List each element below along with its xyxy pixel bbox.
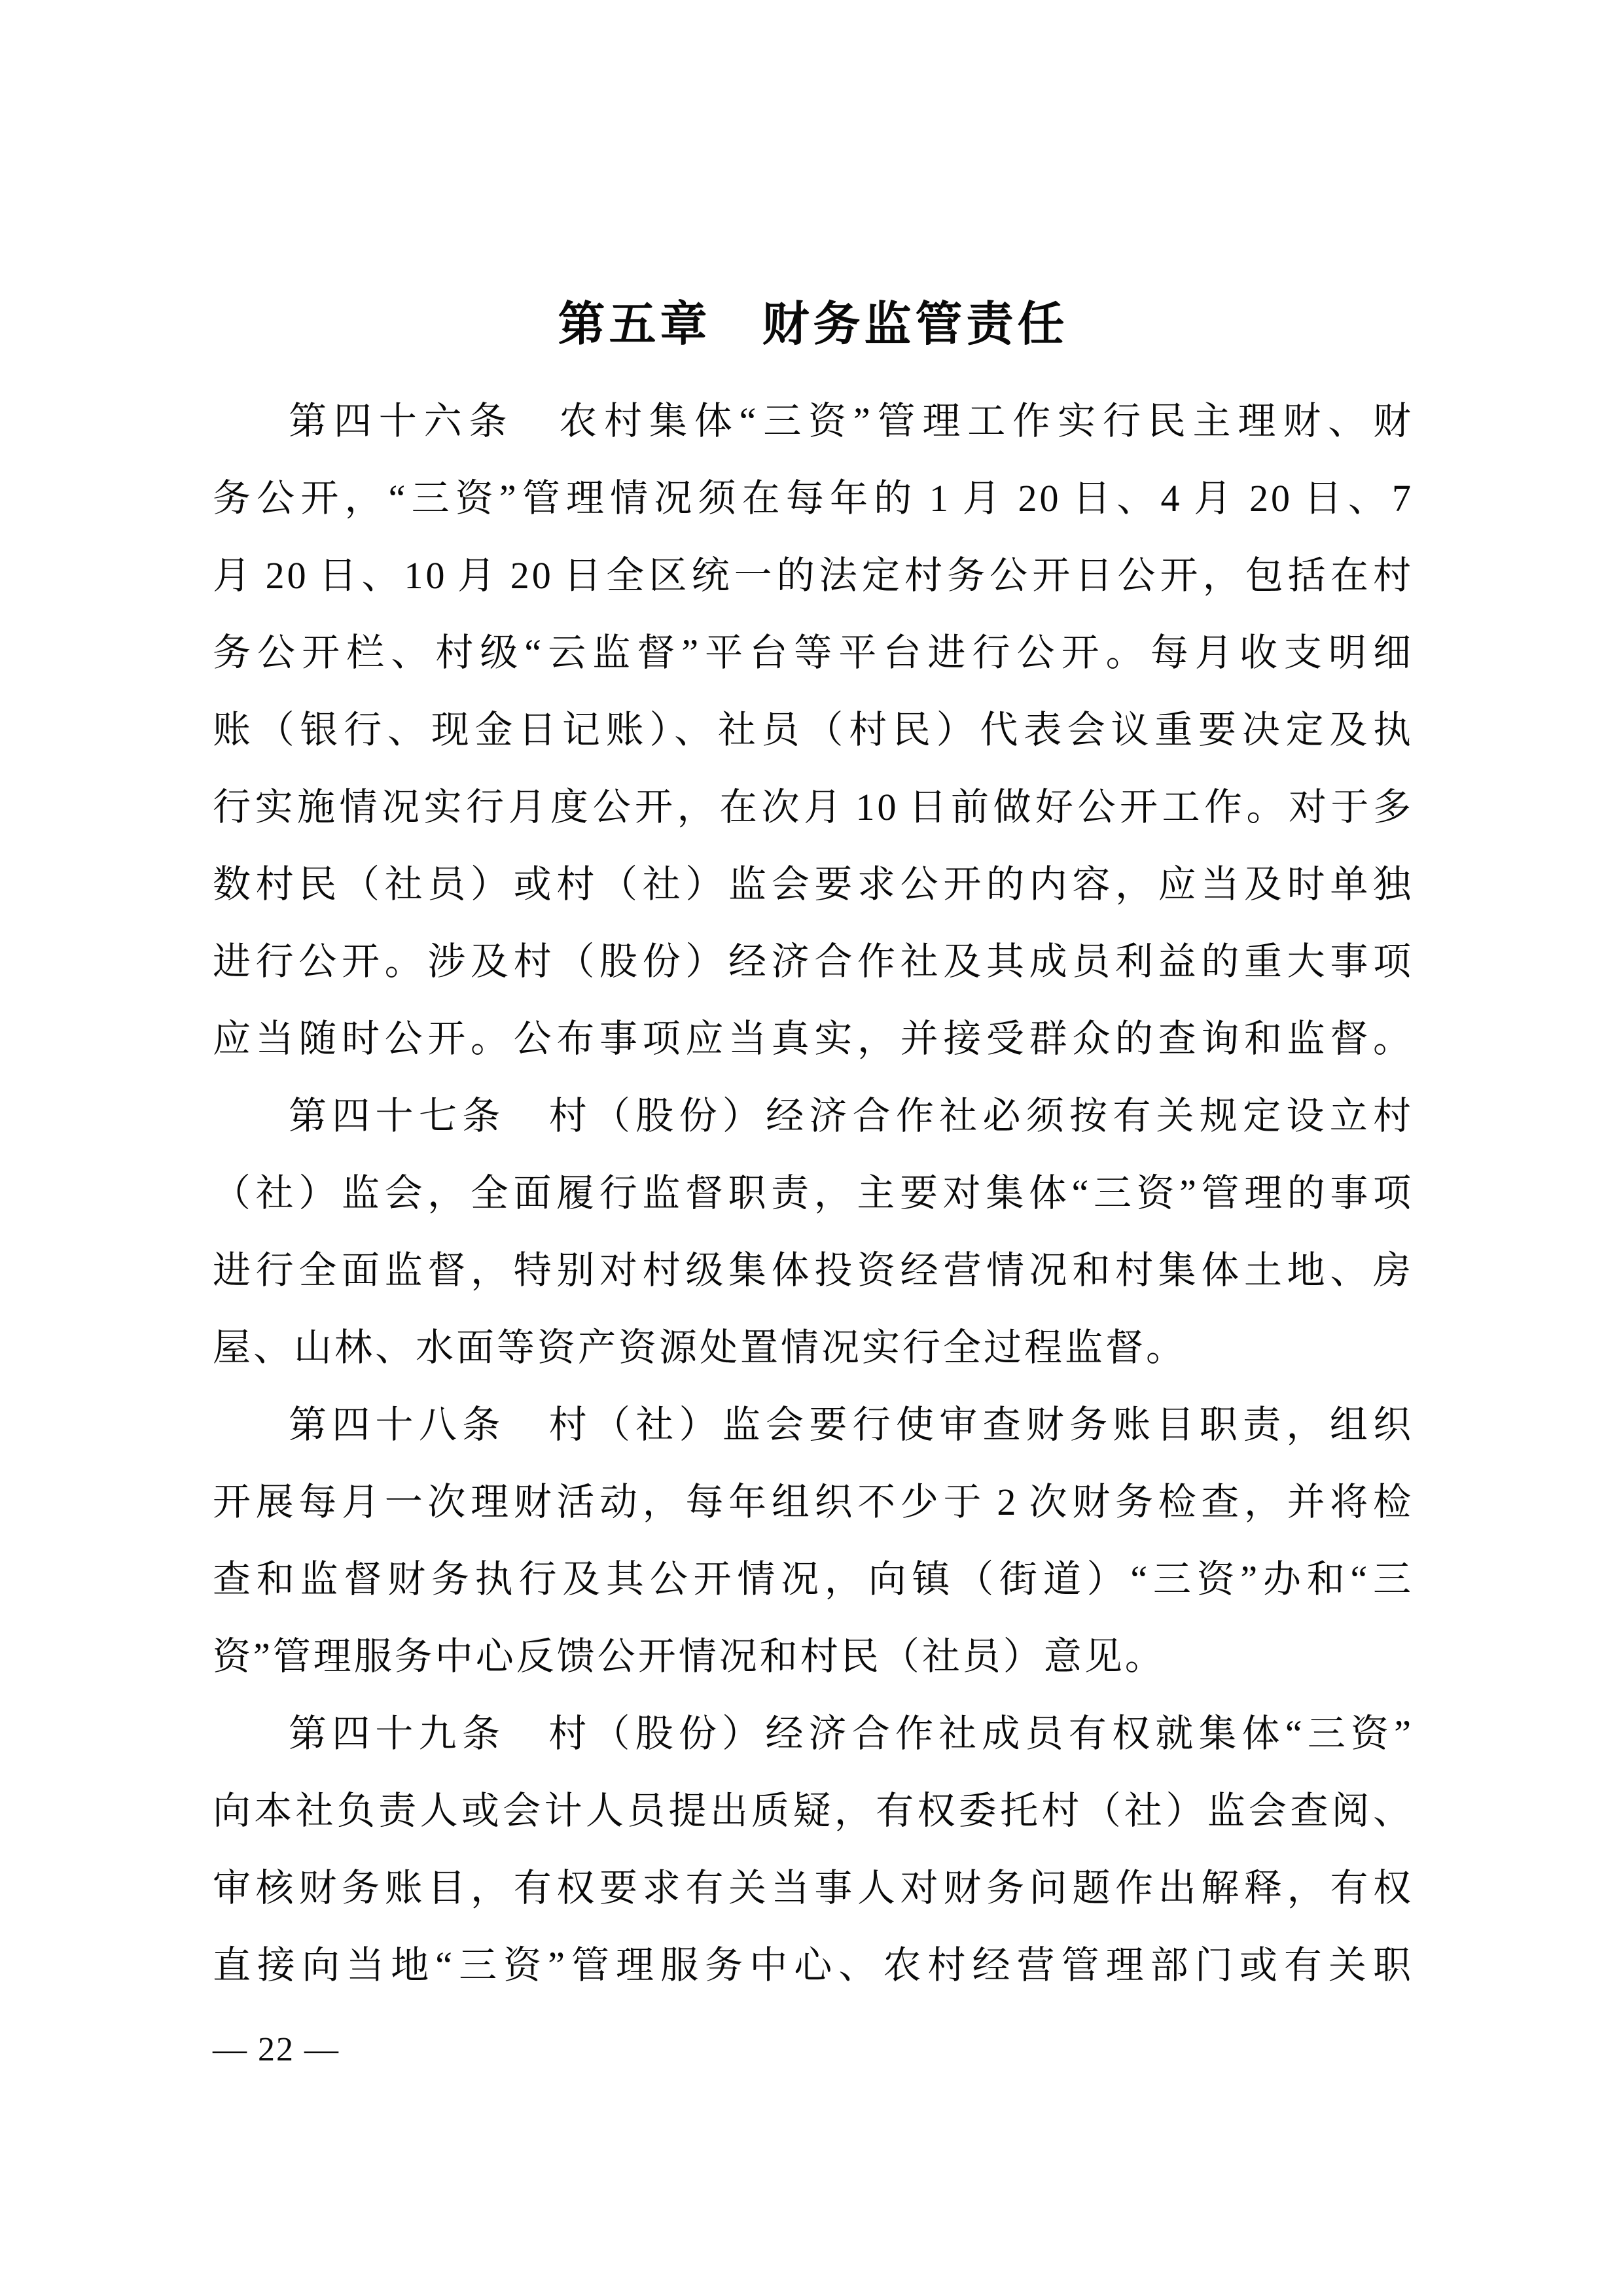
page-footer	[213, 2025, 340, 2074]
document-body	[213, 383, 1414, 2004]
article-47-line-1: 第四十七条 村（股份）经济合作社必须按有关规定设立村	[289, 1095, 1414, 1137]
chapter-title: 第五章 财务监管责任	[558, 296, 1069, 351]
article-48-line-1: 第四十八条 村（社）监会要行使审查财务账目职责，组织	[289, 1404, 1414, 1446]
article-46-line-3: 月 20 日、10 月 20 日全区统一的法定村务公开日公开，包括在村	[213, 554, 1414, 597]
article-46-line-8: 进行公开。涉及村（股份）经济合作社及其成员利益的重大事项	[213, 940, 1414, 983]
article-47-line-4: 屋、山林、水面等资产资源处置情况实行全过程监督。	[213, 1326, 1187, 1369]
article-46-line-2: 务公开，“三资”管理情况须在每年的 1 月 20 日、4 月 20 日、7	[213, 477, 1414, 520]
article-46-line-9: 应当随时公开。公布事项应当真实，并接受群众的查询和监督。	[213, 1017, 1414, 1060]
article-49-line-4: 直接向当地“三资”管理服务中心、农村经营管理部门或有关职	[213, 1944, 1414, 1987]
article-47-line-3: 进行全面监督，特别对村级集体投资经营情况和村集体土地、房	[213, 1249, 1414, 1292]
article-47-line-2: （社）监会，全面履行监督职责，主要对集体“三资”管理的事项	[213, 1172, 1414, 1214]
article-49-line-3: 审核财务账目，有权要求有关当事人对财务问题作出解释，有权	[213, 1867, 1414, 1909]
article-49-line-1: 第四十九条 村（股份）经济合作社成员有权就集体“三资”	[289, 1712, 1414, 1755]
article-46-line-5: 账（银行、现金日记账）、社员（村民）代表会议重要决定及执	[213, 709, 1414, 751]
article-46-line-1: 第四十六条 农村集体“三资”管理工作实行民主理财、财	[289, 400, 1414, 442]
article-48-line-4: 资”管理服务中心反馈公开情况和村民（社员）意见。	[213, 1635, 1166, 1678]
article-46-line-7: 数村民（社员）或村（社）监会要求公开的内容，应当及时单独	[213, 863, 1414, 906]
article-48-line-2: 开展每月一次理财活动，每年组织不少于 2 次财务检查，并将检	[213, 1481, 1414, 1523]
article-49-line-2: 向本社负责人或会计人员提出质疑，有权委托村（社）监会查阅、	[213, 1790, 1414, 1832]
article-48-line-3: 查和监督财务执行及其公开情况，向镇（街道）“三资”办和“三	[213, 1558, 1414, 1600]
page-number: — 22 —	[213, 2031, 340, 2068]
article-46-line-4: 务公开栏、村级“云监督”平台等平台进行公开。每月收支明细	[213, 631, 1414, 674]
article-46-line-6: 行实施情况实行月度公开，在次月 10 日前做好公开工作。对于多	[213, 786, 1414, 828]
